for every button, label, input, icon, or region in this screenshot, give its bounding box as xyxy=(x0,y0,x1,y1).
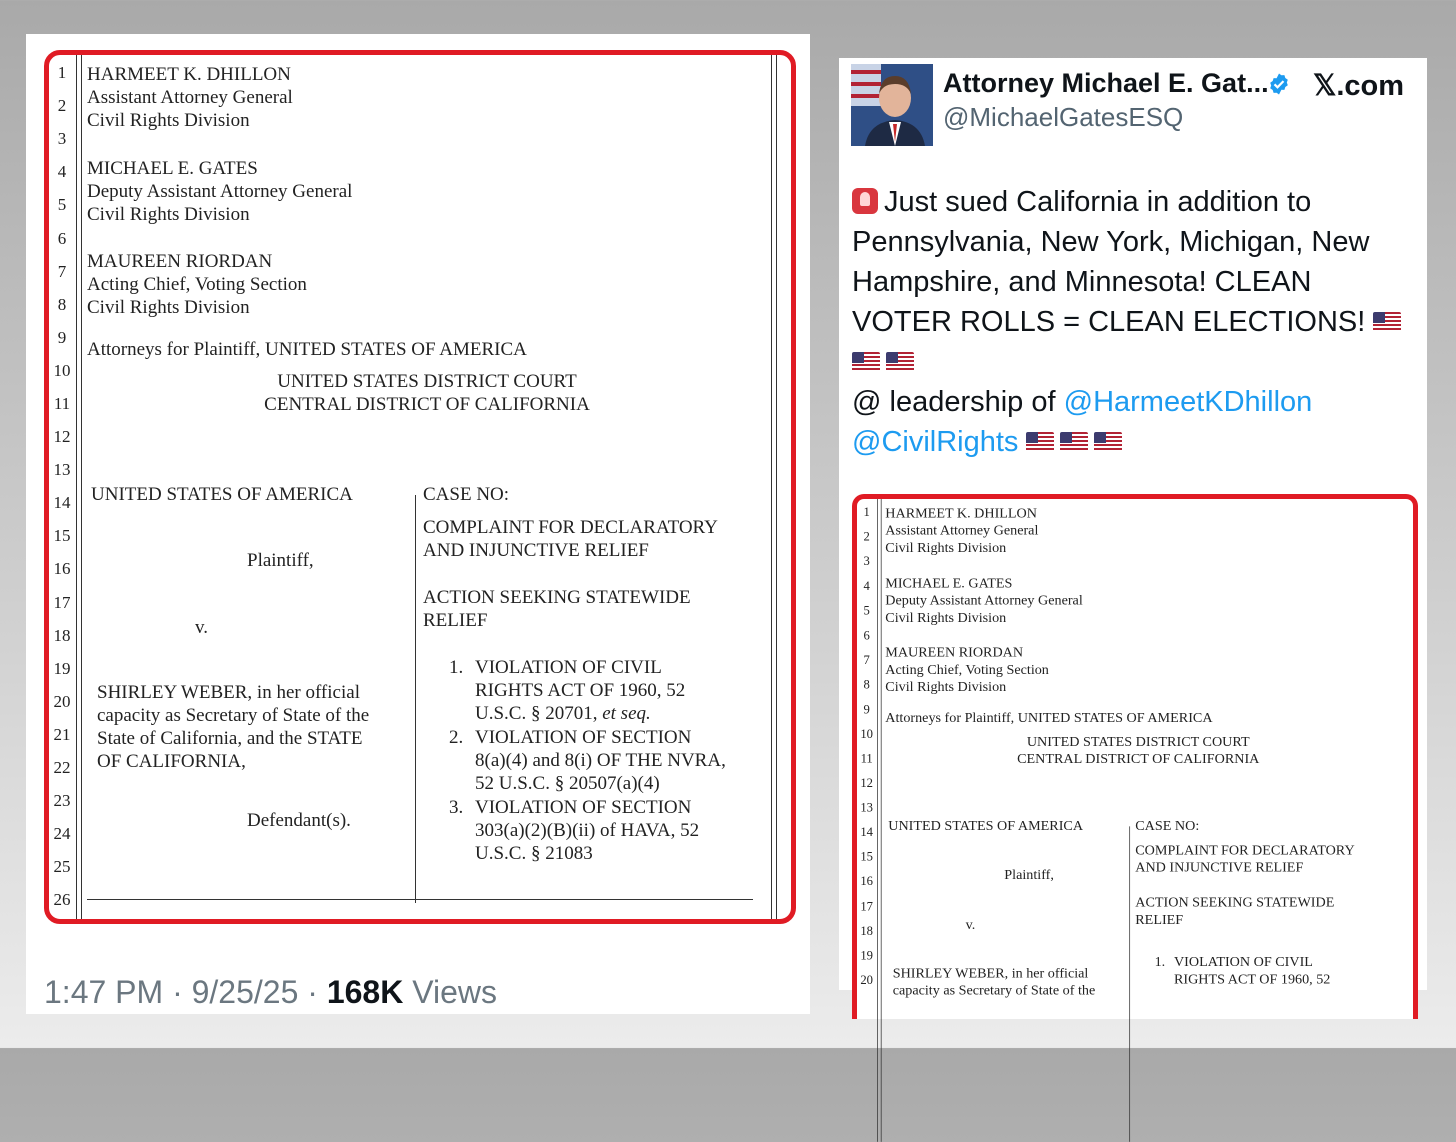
mention-link[interactable]: @HarmeetKDhillon xyxy=(1063,386,1313,418)
line-number: 2 xyxy=(863,529,870,544)
defendant-name: SHIRLEY WEBER, in her official xyxy=(97,682,360,703)
violation-3-cont: 303(a)(2)(B)(ii) of HAVA, 52 xyxy=(475,820,700,841)
action-statewide: ACTION SEEKING STATEWIDE xyxy=(1135,894,1335,911)
defendant-name: SHIRLEY WEBER, in her official xyxy=(892,965,1089,982)
line-number: 5 xyxy=(57,195,67,214)
us-flag-emoji-icon xyxy=(1094,432,1122,452)
violation-3: 3. VIOLATION OF SECTION xyxy=(449,797,692,818)
line-number: 3 xyxy=(863,554,870,569)
violation-2-cont: 8(a)(4) and 8(i) OF THE NVRA, xyxy=(475,750,726,771)
avatar[interactable] xyxy=(851,64,933,146)
plaintiff-label: Plaintiff, xyxy=(247,550,314,571)
attorney-title: Deputy Assistant Attorney General xyxy=(87,181,353,202)
court-name: UNITED STATES DISTRICT COURT xyxy=(277,371,577,392)
attorney-name: MAUREEN RIORDAN xyxy=(87,251,273,272)
violation-1-cont: RIGHTS ACT OF 1960, 52 xyxy=(475,680,686,701)
attorney-title: Assistant Attorney General xyxy=(87,87,293,108)
defendant-state-cont: OF CALIFORNIA, xyxy=(97,751,246,772)
line-number: 10 xyxy=(860,726,873,741)
case-number-label: CASE NO: xyxy=(1135,818,1200,834)
line-number: 3 xyxy=(57,129,67,148)
attorney-title: Acting Chief, Voting Section xyxy=(87,274,307,295)
attorney-name: HARMEET K. DHILLON xyxy=(885,505,1037,522)
action-statewide: ACTION SEEKING STATEWIDE xyxy=(423,587,691,608)
us-flag-emoji-icon xyxy=(886,352,914,372)
author-name[interactable]: Attorney Michael E. Gat... xyxy=(943,68,1269,98)
attorney-title: Deputy Assistant Attorney General xyxy=(885,592,1083,609)
defendant-capacity: capacity as Secretary of State of the xyxy=(97,705,370,726)
line-number: 14 xyxy=(860,824,873,840)
post-time[interactable]: 1:47 PM xyxy=(44,974,164,1010)
line-number: 19 xyxy=(53,659,71,678)
verified-badge-icon xyxy=(1267,72,1291,96)
attorney-division: Civil Rights Division xyxy=(885,679,1007,695)
us-flag-emoji-icon xyxy=(1026,432,1054,452)
attorney-division: Civil Rights Division xyxy=(87,297,250,318)
line-number: 13 xyxy=(53,460,71,479)
line-number: 19 xyxy=(860,948,873,963)
left-screenshot-panel xyxy=(26,34,810,1014)
line-number: 9 xyxy=(57,328,67,347)
action-statewide-cont: RELIEF xyxy=(423,610,488,631)
line-number: 6 xyxy=(57,229,67,248)
line-number: 4 xyxy=(863,578,870,593)
line-number: 15 xyxy=(53,526,71,545)
attorney-name: HARMEET K. DHILLON xyxy=(87,64,291,85)
complaint-title-cont: AND INJUNCTIVE RELIEF xyxy=(423,540,649,561)
views-label: Views xyxy=(412,974,497,1010)
plaintiff-label: Plaintiff, xyxy=(1004,867,1054,883)
line-number: 17 xyxy=(860,899,873,914)
attorney-title: Assistant Attorney General xyxy=(885,522,1039,539)
line-number: 22 xyxy=(53,758,71,777)
attorney-division: Civil Rights Division xyxy=(87,110,250,131)
violation-2: 2. VIOLATION OF SECTION xyxy=(449,727,692,748)
court-filing-page xyxy=(857,499,1409,1142)
line-number: 1 xyxy=(863,504,870,520)
line-number: 25 xyxy=(53,857,71,876)
line-number: 20 xyxy=(53,692,71,711)
tweet-text: Just sued California in addition to Pennsylvania, New York, Michigan, New Hampshire, and Minnesota! CLEAN VOTER ROLLS = CLEAN ELECTIONS! @ leadership of @HarmeetKDhillon @CivilRights xyxy=(852,182,1412,462)
line-number: 8 xyxy=(57,295,67,314)
tweet-card xyxy=(839,58,1427,999)
attorney-division: Civil Rights Division xyxy=(885,539,1007,556)
line-number: 12 xyxy=(53,427,71,446)
attorney-title: Acting Chief, Voting Section xyxy=(885,661,1049,678)
attorney-name: MICHAEL E. GATES xyxy=(885,575,1013,592)
post-meta xyxy=(44,974,497,1011)
complaint-title-cont: AND INJUNCTIVE RELIEF xyxy=(1135,859,1304,876)
us-flag-emoji-icon xyxy=(852,352,880,372)
siren-emoji-icon xyxy=(852,188,878,214)
violation-1: 1. VIOLATION OF CIVIL xyxy=(1154,954,1313,970)
attorney-name: MAUREEN RIORDAN xyxy=(885,644,1024,661)
violation-2-cite: 52 U.S.C. § 20507(a)(4) xyxy=(475,773,660,794)
attorney-division: Civil Rights Division xyxy=(885,609,1007,626)
line-number: 20 xyxy=(860,972,873,988)
line-number: 5 xyxy=(863,603,870,618)
line-number: 6 xyxy=(863,628,870,643)
us-flag-emoji-icon xyxy=(1060,432,1088,452)
line-number: 11 xyxy=(860,751,873,766)
line-number: 4 xyxy=(57,162,67,181)
defendant-label: Defendant(s). xyxy=(247,810,351,831)
line-number: 7 xyxy=(57,262,67,281)
plaintiff-party: UNITED STATES OF AMERICA xyxy=(888,818,1084,834)
defendant-state: State of California, and the STATE xyxy=(97,728,363,749)
line-number: 11 xyxy=(53,394,71,413)
line-number: 15 xyxy=(860,849,873,864)
complaint-title: COMPLAINT FOR DECLARATORY xyxy=(1135,842,1355,859)
line-number: 18 xyxy=(860,923,873,938)
line-number: 23 xyxy=(53,791,71,810)
views-count: 168K xyxy=(326,974,404,1010)
line-number: 26 xyxy=(53,890,71,909)
attorneys-for-line: Attorneys for Plaintiff, UNITED STATES OF AMERICA xyxy=(885,710,1213,726)
line-number: 12 xyxy=(860,775,873,790)
court-district: CENTRAL DISTRICT OF CALIFORNIA xyxy=(1017,751,1260,767)
line-number: 8 xyxy=(863,677,870,692)
violation-1-cite: U.S.C. § 20701, et seq. xyxy=(475,703,651,724)
line-number: 18 xyxy=(53,626,71,645)
post-date[interactable]: 9/25/25 xyxy=(191,974,299,1010)
line-number: 7 xyxy=(863,653,870,668)
mention-link[interactable]: @CivilRights xyxy=(852,426,1019,458)
line-number: 24 xyxy=(53,824,71,843)
line-number: 17 xyxy=(53,593,71,612)
violation-3-cite: U.S.C. § 21083 xyxy=(475,843,593,864)
violation-1: 1. VIOLATION OF CIVIL xyxy=(449,657,662,678)
defendant-capacity: capacity as Secretary of State of the xyxy=(892,982,1096,999)
us-flag-emoji-icon xyxy=(1373,312,1401,332)
line-number: 13 xyxy=(860,800,873,815)
versus: v. xyxy=(965,917,976,933)
line-number: 16 xyxy=(860,873,873,889)
line-number: 21 xyxy=(53,725,71,744)
line-number: 14 xyxy=(53,493,71,512)
court-filing-image-small[interactable] xyxy=(852,494,1418,1019)
case-number-label: CASE NO: xyxy=(423,484,510,505)
line-number: 1 xyxy=(57,63,67,82)
court-filing-image-large xyxy=(44,50,796,924)
line-number: 9 xyxy=(863,702,870,717)
action-statewide-cont: RELIEF xyxy=(1135,911,1184,928)
line-number: 16 xyxy=(53,559,71,578)
line-number: 2 xyxy=(57,96,67,115)
x-logo-icon[interactable]: 𝕏.com xyxy=(1313,70,1405,102)
court-filing-page xyxy=(49,55,791,919)
complaint-title: COMPLAINT FOR DECLARATORY xyxy=(423,517,718,538)
violation-1-cont: RIGHTS ACT OF 1960, 52 xyxy=(1173,971,1331,988)
court-district: CENTRAL DISTRICT OF CALIFORNIA xyxy=(264,394,590,415)
attorneys-for-line: Attorneys for Plaintiff, UNITED STATES OF AMERICA xyxy=(87,339,527,360)
author-handle[interactable]: @MichaelGatesESQ xyxy=(943,102,1184,132)
line-number: 10 xyxy=(53,361,71,380)
plaintiff-party: UNITED STATES OF AMERICA xyxy=(91,484,353,505)
meta-separator: · xyxy=(307,974,318,1010)
versus: v. xyxy=(195,617,209,638)
meta-separator: · xyxy=(172,974,183,1010)
attorney-division: Civil Rights Division xyxy=(87,204,250,225)
attorney-name: MICHAEL E. GATES xyxy=(87,158,258,179)
court-name: UNITED STATES DISTRICT COURT xyxy=(1026,734,1250,750)
